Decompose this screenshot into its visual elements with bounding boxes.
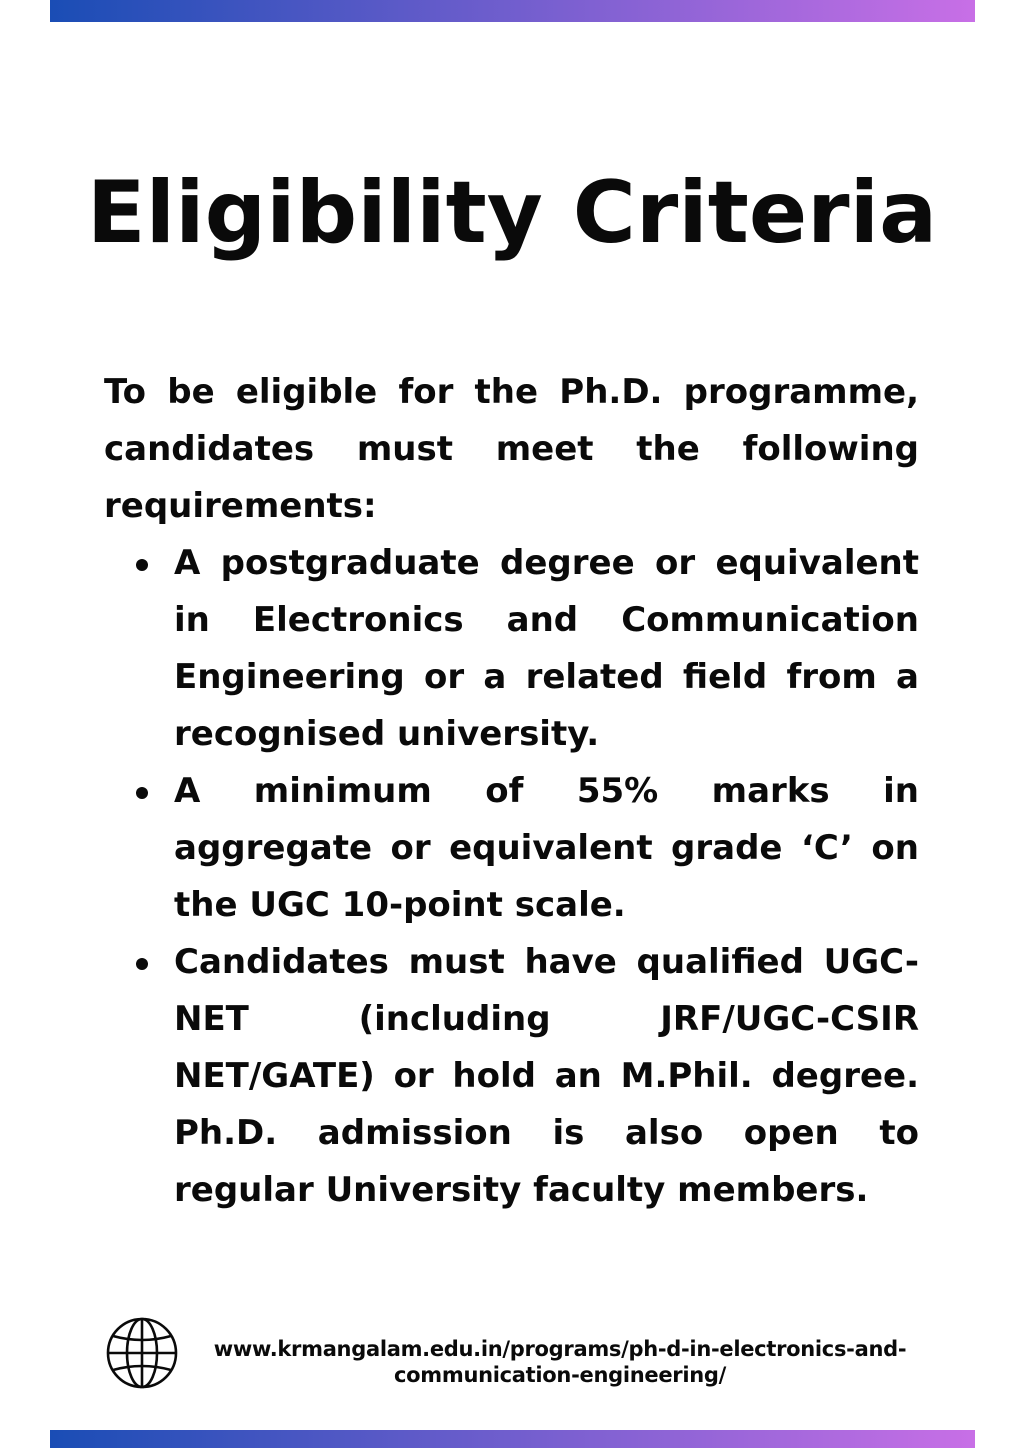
intro-paragraph: To be eligible for the Ph.D. programme, candidates must meet the following requirements: bbox=[104, 372, 919, 526]
list-item bbox=[104, 763, 919, 934]
bullet-icon bbox=[136, 787, 148, 799]
requirements-list bbox=[104, 535, 919, 1219]
globe-icon bbox=[105, 1316, 179, 1390]
list-item bbox=[104, 934, 919, 1219]
bullet-icon bbox=[136, 958, 148, 970]
bottom-gradient-bar bbox=[50, 1430, 975, 1448]
top-gradient-bar bbox=[50, 0, 975, 22]
url-line-2: communication-engineering/ bbox=[394, 1363, 726, 1387]
page-title: Eligibility Criteria bbox=[86, 163, 938, 263]
footer bbox=[105, 1316, 935, 1390]
eligibility-content bbox=[104, 364, 919, 1219]
requirement-text: A minimum of 55% marks in aggregate or equivalent grade ‘C’ on the UGC 10-point scale. bbox=[174, 771, 919, 925]
requirement-text: Candidates must have qualified UGC-NET (including JRF/UGC-CSIR NET/GATE) or hold an M.Phil. degree. Ph.D. admission is also open to regular University faculty members. bbox=[174, 942, 919, 1210]
requirement-text: A postgraduate degree or equivalent in Electronics and Communication Engineering or a related field from a recognised university. bbox=[174, 543, 919, 754]
list-item bbox=[104, 535, 919, 763]
website-url[interactable] bbox=[195, 1336, 925, 1388]
bullet-icon bbox=[136, 559, 148, 571]
url-line-1: www.krmangalam.edu.in/programs/ph-d-in-electronics-and- bbox=[213, 1337, 907, 1361]
